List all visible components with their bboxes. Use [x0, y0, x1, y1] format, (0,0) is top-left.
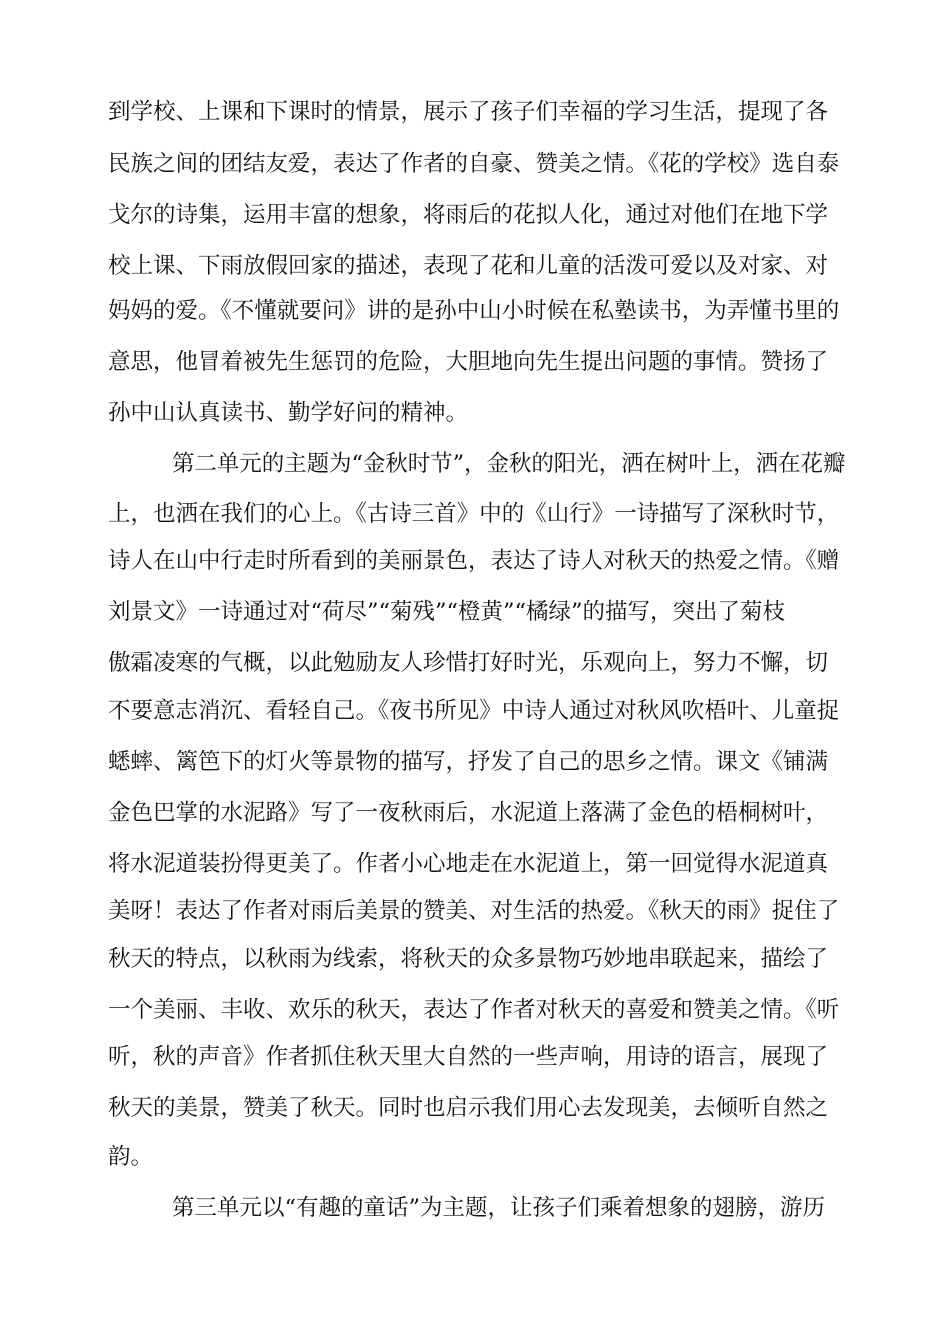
text-line: 金色巴掌的水泥路》写了一夜秋雨后，水泥道上落满了金色的梧桐树叶， [108, 800, 829, 826]
text-line: 民族之间的团结友爱，表达了作者的自豪、赞美之情。《花的学校》选自泰 [108, 151, 840, 177]
text-line: 一个美丽、丰收、欢乐的秋天，表达了作者对秋天的喜爱和赞美之情。《听 [108, 997, 840, 1023]
text-line: 第二单元的主题为“金秋时节”，金秋的阳光，洒在树叶上，洒在花瓣 [172, 451, 846, 477]
text-line: 到学校、上课和下课时的情景，展示了孩子们幸福的学习生活，提现了各 [108, 99, 829, 125]
text-line: 听，秋的声音》作者抓住秋天里大自然的一些声响，用诗的语言，展现了 [108, 1044, 829, 1070]
text-line: 不要意志消沉、看轻自己。《夜书所见》中诗人通过对秋风吹梧叶、儿童捉 [108, 698, 840, 724]
text-line: 刘景文》一诗通过对“荷尽”“菊残”“橙黄”“橘绿”的描写，突出了菊枝 [108, 599, 786, 625]
text-line: 美呀！表达了作者对雨后美景的赞美、对生活的热爱。《秋天的雨》捉住了 [108, 898, 840, 924]
text-line: 将水泥道装扮得更美了。作者小心地走在水泥道上，第一回觉得水泥道真 [108, 851, 829, 877]
text-line: 秋天的美景，赞美了秋天。同时也启示我们用心去发现美，去倾听自然之 [108, 1095, 829, 1121]
text-line: 孙中山认真读书、勤学好问的精神。 [108, 400, 469, 426]
text-line: 傲霜凌寒的气概，以此勉励友人珍惜打好时光，乐观向上，努力不懈，切 [108, 650, 829, 676]
text-line: 上，也洒在我们的心上。《古诗三首》中的《山行》一诗描写了深秋时节， [108, 501, 840, 527]
text-line: 戈尔的诗集，运用丰富的想象，将雨后的花拟人化，通过对他们在地下学 [108, 202, 829, 228]
text-line: 韵。 [108, 1144, 154, 1170]
text-line: 诗人在山中行走时所看到的美丽景色，表达了诗人对秋天的热爱之情。《赠 [108, 548, 840, 574]
text-line: 第三单元以“有趣的童话”为主题，让孩子们乘着想象的翅膀，游历 [172, 1195, 826, 1221]
text-line: 蟋蟀、篱笆下的灯火等景物的描写，抒发了自己的思乡之情。课文《铺满 [108, 749, 829, 775]
text-line: 妈妈的爱。《不懂就要问》讲的是孙中山小时候在私塾读书，为弄懂书里的 [108, 298, 840, 324]
text-line: 秋天的特点，以秋雨为线索，将秋天的众多景物巧妙地串联起来，描绘了 [108, 946, 829, 972]
text-line: 意思，他冒着被先生惩罚的危险，大胆地向先生提出问题的事情。赞扬了 [108, 349, 829, 375]
text-line: 校上课、下雨放假回家的描述，表现了花和儿童的活泼可爱以及对家、对 [108, 253, 829, 279]
